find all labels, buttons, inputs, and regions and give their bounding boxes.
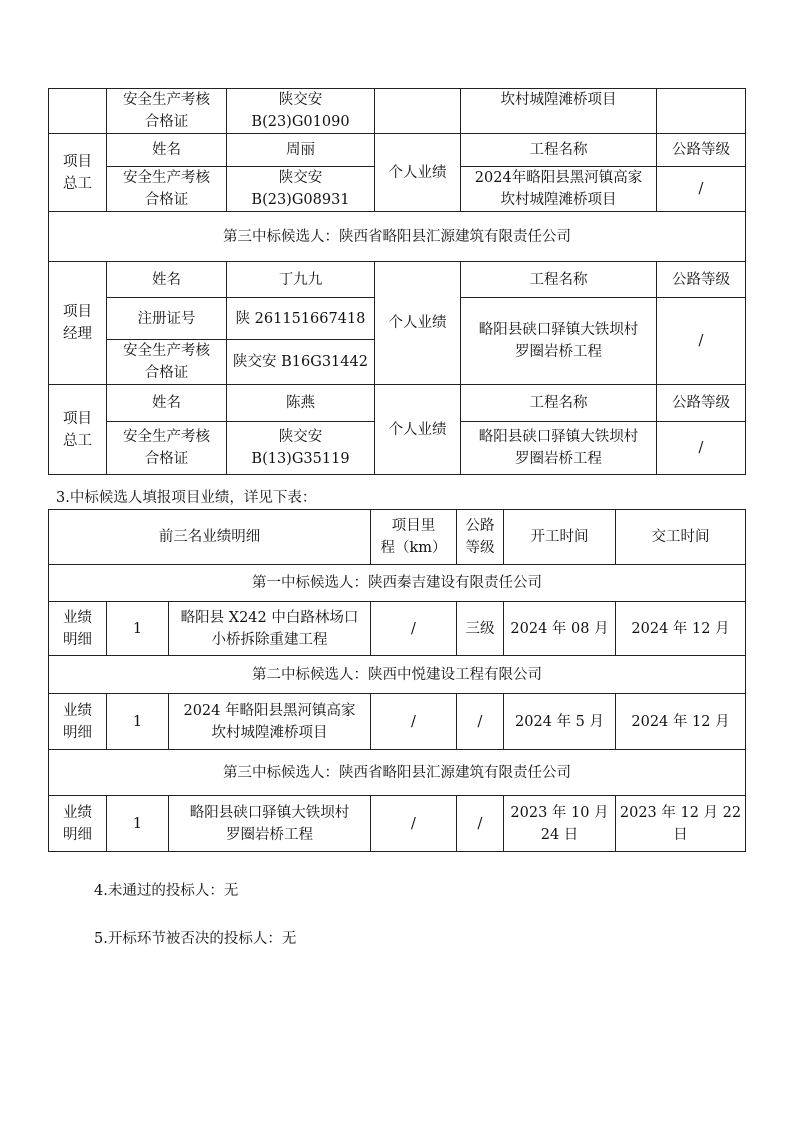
performance-label: 个人业绩 — [375, 134, 461, 212]
mileage-value: / — [371, 796, 457, 852]
candidate-header: 第三中标候选人：陕西省略阳县汇源建筑有限责任公司 — [49, 212, 746, 262]
cert-number: 陕交安 B(23)G08931 — [227, 167, 375, 212]
table-header-row — [49, 510, 746, 565]
grade-header: 公路等级 — [657, 385, 746, 422]
name-label: 姓名 — [107, 262, 227, 298]
end-date: 2023 年 12 月 22 日 — [616, 796, 746, 852]
grade-value: / — [457, 694, 504, 750]
section-4-text: 4.未通过的投标人：无 — [94, 883, 239, 899]
empty-cell — [657, 89, 746, 134]
table-row — [49, 89, 746, 134]
project-header: 工程名称 — [461, 134, 657, 167]
section-3-text: 3.中标候选人填报项目业绩，详见下表： — [56, 490, 317, 506]
mileage-value: / — [371, 602, 457, 656]
empty-cell — [49, 89, 107, 134]
end-date: 2024 年 12 月 — [616, 694, 746, 750]
performance-table — [48, 509, 746, 852]
table-row — [49, 212, 746, 262]
project-name: 2024 年略阳县黑河镇高家 坎村城隍滩桥项目 — [169, 694, 371, 750]
cert-label: 安全生产考核 合格证 — [107, 340, 227, 385]
grade-value: / — [657, 298, 746, 385]
person-name: 陈燕 — [227, 385, 375, 422]
grade-header: 公路等级 — [657, 262, 746, 298]
project-header: 工程名称 — [461, 262, 657, 298]
empty-cell — [375, 89, 461, 134]
row-number: 1 — [107, 694, 169, 750]
cert-label: 安全生产考核 合格证 — [107, 422, 227, 475]
table-row — [49, 796, 746, 852]
grade-header: 公路等级 — [657, 134, 746, 167]
detail-label: 业绩 明细 — [49, 694, 107, 750]
row-number: 1 — [107, 602, 169, 656]
start-header: 开工时间 — [504, 510, 616, 565]
end-date: 2024 年 12 月 — [616, 602, 746, 656]
start-date: 2023 年 10 月 24 日 — [504, 796, 616, 852]
mileage-header: 项目里 程（km） — [371, 510, 457, 565]
detail-label: 业绩 明细 — [49, 796, 107, 852]
row-number: 1 — [107, 796, 169, 852]
role-label: 项目 总工 — [49, 134, 107, 212]
detail-label: 业绩 明细 — [49, 602, 107, 656]
start-date: 2024 年 5 月 — [504, 694, 616, 750]
project-name: 略阳县硖口驿镇大铁坝村 罗圈岩桥工程 — [461, 298, 657, 385]
detail-header: 前三名业绩明细 — [49, 510, 371, 565]
cert-label: 安全生产考核 合格证 — [107, 167, 227, 212]
table-row — [49, 262, 746, 298]
project-name: 坎村城隍滩桥项目 — [461, 89, 657, 134]
grade-value: / — [657, 167, 746, 212]
candidate-header-row — [49, 565, 746, 602]
project-name: 略阳县硖口驿镇大铁坝村 罗圈岩桥工程 — [169, 796, 371, 852]
mileage-value: / — [371, 694, 457, 750]
person-name: 周丽 — [227, 134, 375, 167]
person-name: 丁九九 — [227, 262, 375, 298]
grade-value: 三级 — [457, 602, 504, 656]
cert-label: 安全生产考核 合格证 — [107, 89, 227, 134]
candidate-header: 第二中标候选人：陕西中悦建设工程有限公司 — [49, 656, 746, 694]
table-row — [49, 694, 746, 750]
project-name: 2024年略阳县黑河镇高家 坎村城隍滩桥项目 — [461, 167, 657, 212]
grade-value: / — [657, 422, 746, 475]
table-row — [49, 602, 746, 656]
personnel-table — [48, 88, 746, 475]
cert-number: 陕交安 B(23)G01090 — [227, 89, 375, 134]
project-name: 略阳县 X242 中白路林场口 小桥拆除重建工程 — [169, 602, 371, 656]
grade-header: 公路 等级 — [457, 510, 504, 565]
candidate-header-row — [49, 656, 746, 694]
name-label: 姓名 — [107, 134, 227, 167]
performance-label: 个人业绩 — [375, 385, 461, 475]
role-label: 项目 总工 — [49, 385, 107, 475]
reg-label: 注册证号 — [107, 298, 227, 340]
table-row — [49, 134, 746, 167]
name-label: 姓名 — [107, 385, 227, 422]
start-date: 2024 年 08 月 — [504, 602, 616, 656]
candidate-header: 第三中标候选人：陕西省略阳县汇源建筑有限责任公司 — [49, 750, 746, 796]
project-header: 工程名称 — [461, 385, 657, 422]
role-label: 项目 经理 — [49, 262, 107, 385]
cert-number: 陕交安 B16G31442 — [227, 340, 375, 385]
grade-value: / — [457, 796, 504, 852]
table-row — [49, 385, 746, 422]
cert-number: 陕交安 B(13)G35119 — [227, 422, 375, 475]
reg-number: 陕 261151667418 — [227, 298, 375, 340]
candidate-header-row — [49, 750, 746, 796]
project-name: 略阳县硖口驿镇大铁坝村 罗圈岩桥工程 — [461, 422, 657, 475]
performance-label: 个人业绩 — [375, 262, 461, 385]
section-5-text: 5.开标环节被否决的投标人：无 — [94, 931, 297, 947]
candidate-header: 第一中标候选人：陕西秦吉建设有限责任公司 — [49, 565, 746, 602]
end-header: 交工时间 — [616, 510, 746, 565]
